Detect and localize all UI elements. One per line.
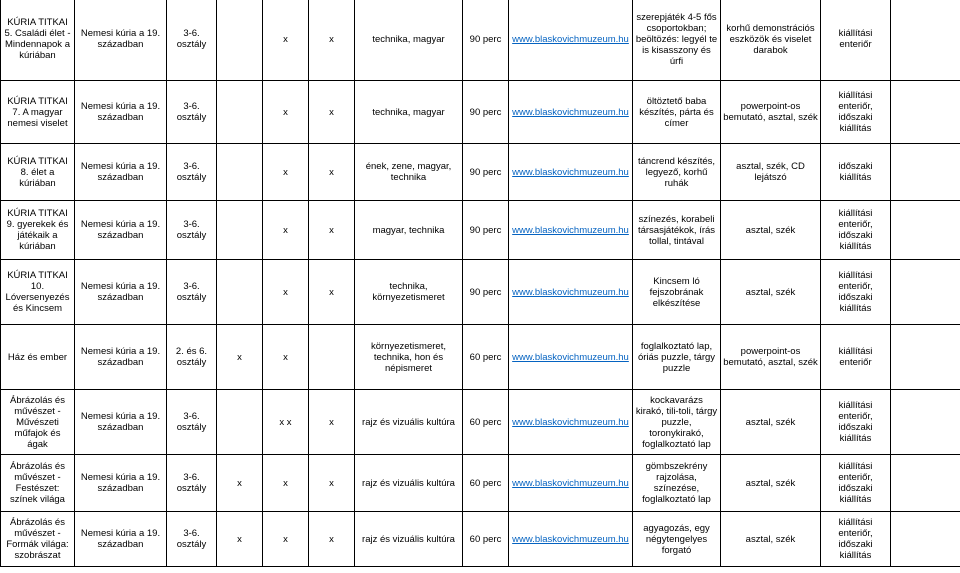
activity-cell: gömbszekrény rajzolása, színezése, foglalkoztató lap — [633, 455, 721, 512]
website-link[interactable]: www.blaskovichmuzeum.hu — [509, 260, 633, 325]
duration-cell: 60 perc — [463, 512, 509, 567]
empty-cell — [891, 260, 960, 325]
empty-cell — [891, 512, 960, 567]
duration-cell: 90 perc — [463, 201, 509, 260]
website-link[interactable]: www.blaskovichmuzeum.hu — [509, 512, 633, 567]
grade-cell: 3-6. osztály — [167, 512, 217, 567]
venue-cell: kiállítási enteriőr, időszaki kiállítás — [821, 81, 891, 144]
duration-cell: 60 perc — [463, 390, 509, 455]
subjects-cell: magyar, technika — [355, 201, 463, 260]
website-link[interactable]: www.blaskovichmuzeum.hu — [509, 390, 633, 455]
table-row — [1, 512, 960, 567]
mark-cell-2: x — [263, 81, 309, 144]
location-cell: Nemesi kúria a 19. században — [75, 81, 167, 144]
mark-cell-3: x — [309, 455, 355, 512]
tools-cell: powerpoint-os bemutató, asztal, szék — [721, 81, 821, 144]
activity-cell: foglalkoztató lap, óriás puzzle, tárgy puzzle — [633, 325, 721, 390]
mark-cell-1 — [217, 201, 263, 260]
subjects-cell: technika, magyar — [355, 0, 463, 81]
duration-cell: 90 perc — [463, 260, 509, 325]
website-link[interactable]: www.blaskovichmuzeum.hu — [509, 325, 633, 390]
mark-cell-1: x — [217, 455, 263, 512]
empty-cell — [891, 201, 960, 260]
table-body — [1, 0, 960, 567]
empty-cell — [891, 81, 960, 144]
tools-cell: asztal, szék, CD lejátszó — [721, 144, 821, 201]
tools-cell: asztal, szék — [721, 455, 821, 512]
location-cell: Nemesi kúria a 19. században — [75, 390, 167, 455]
mark-cell-1: x — [217, 512, 263, 567]
mark-cell-1 — [217, 144, 263, 201]
mark-cell-2: x — [263, 144, 309, 201]
program-title-cell: KÚRIA TITKAI 7. A magyar nemesi viselet — [1, 81, 75, 144]
location-cell: Nemesi kúria a 19. században — [75, 201, 167, 260]
table-row — [1, 81, 960, 144]
duration-cell: 90 perc — [463, 144, 509, 201]
mark-cell-1 — [217, 390, 263, 455]
venue-cell: kiállítási enteriőr, időszaki kiállítás — [821, 512, 891, 567]
location-cell: Nemesi kúria a 19. században — [75, 144, 167, 201]
grade-cell: 3-6. osztály — [167, 0, 217, 81]
venue-cell: kiállítási enteriőr — [821, 325, 891, 390]
duration-cell: 60 perc — [463, 325, 509, 390]
tools-cell: asztal, szék — [721, 512, 821, 567]
grade-cell: 3-6. osztály — [167, 81, 217, 144]
table-row — [1, 144, 960, 201]
duration-cell: 90 perc — [463, 0, 509, 81]
table-row — [1, 0, 960, 81]
venue-cell: kiállítási enteriőr — [821, 0, 891, 81]
table-row — [1, 455, 960, 512]
mark-cell-2: x — [263, 455, 309, 512]
mark-cell-1 — [217, 0, 263, 81]
empty-cell — [891, 455, 960, 512]
location-cell: Nemesi kúria a 19. században — [75, 0, 167, 81]
mark-cell-1 — [217, 260, 263, 325]
activity-cell: szerepjáték 4-5 fős csoportokban; beöltözés: legyél te is kisasszony és úrfi — [633, 0, 721, 81]
program-title-cell: KÚRIA TITKAI 9. gyerekek és játékaik a kúriában — [1, 201, 75, 260]
website-link[interactable]: www.blaskovichmuzeum.hu — [509, 0, 633, 81]
venue-cell: kiállítási enteriőr, időszaki kiállítás — [821, 455, 891, 512]
mark-cell-2: x — [263, 512, 309, 567]
mark-cell-3: x — [309, 144, 355, 201]
program-title-cell: Ház és ember — [1, 325, 75, 390]
tools-cell: asztal, szék — [721, 390, 821, 455]
activity-cell: táncrend készítés, legyező, korhű ruhák — [633, 144, 721, 201]
mark-cell-3: x — [309, 201, 355, 260]
activity-cell: Kincsem ló fejszobrának elkészítése — [633, 260, 721, 325]
grade-cell: 3-6. osztály — [167, 455, 217, 512]
table-row — [1, 201, 960, 260]
mark-cell-3: x — [309, 81, 355, 144]
mark-cell-1: x — [217, 325, 263, 390]
subjects-cell: ének, zene, magyar, technika — [355, 144, 463, 201]
program-title-cell: KÚRIA TITKAI 5. Családi élet - Mindennapok a kúriában — [1, 0, 75, 81]
website-link[interactable]: www.blaskovichmuzeum.hu — [509, 455, 633, 512]
program-title-cell: Ábrázolás és művészet - Művészeti műfajok és ágak — [1, 390, 75, 455]
activity-cell: öltöztető baba készítés, párta és címer — [633, 81, 721, 144]
subjects-cell: rajz és vizuális kultúra — [355, 390, 463, 455]
mark-cell-3 — [309, 325, 355, 390]
empty-cell — [891, 390, 960, 455]
venue-cell: időszaki kiállítás — [821, 144, 891, 201]
duration-cell: 60 perc — [463, 455, 509, 512]
mark-cell-2: x — [263, 325, 309, 390]
location-cell: Nemesi kúria a 19. században — [75, 512, 167, 567]
mark-cell-3: x — [309, 260, 355, 325]
tools-cell: powerpoint-os bemutató, asztal, szék — [721, 325, 821, 390]
mark-cell-3: x — [309, 390, 355, 455]
program-title-cell: KÚRIA TITKAI 8. élet a kúriában — [1, 144, 75, 201]
activity-cell: agyagozás, egy négytengelyes forgató — [633, 512, 721, 567]
grade-cell: 3-6. osztály — [167, 260, 217, 325]
program-title-cell: Ábrázolás és művészet - Formák világa: szobrászat — [1, 512, 75, 567]
venue-cell: kiállítási enteriőr, időszaki kiállítás — [821, 260, 891, 325]
table-row — [1, 390, 960, 455]
mark-cell-3: x — [309, 0, 355, 81]
subjects-cell: technika, magyar — [355, 81, 463, 144]
grade-cell: 3-6. osztály — [167, 390, 217, 455]
empty-cell — [891, 0, 960, 81]
activity-cell: kockavarázs kirakó, tili-toli, tárgy puzzle, toronykirakó, foglalkoztató lap — [633, 390, 721, 455]
grade-cell: 3-6. osztály — [167, 144, 217, 201]
duration-cell: 90 perc — [463, 81, 509, 144]
table-row — [1, 325, 960, 390]
tools-cell: korhű demonstrációs eszközök és viselet darabok — [721, 0, 821, 81]
grade-cell: 3-6. osztály — [167, 201, 217, 260]
tools-cell: asztal, szék — [721, 260, 821, 325]
mark-cell-2: x — [263, 260, 309, 325]
table-row — [1, 260, 960, 325]
grade-cell: 2. és 6. osztály — [167, 325, 217, 390]
venue-cell: kiállítási enteriőr, időszaki kiállítás — [821, 390, 891, 455]
activity-cell: színezés, korabeli társasjátékok, írás tollal, tintával — [633, 201, 721, 260]
subjects-cell: rajz és vizuális kultúra — [355, 512, 463, 567]
mark-cell-1 — [217, 81, 263, 144]
mark-cell-2: x — [263, 0, 309, 81]
subjects-cell: rajz és vizuális kultúra — [355, 455, 463, 512]
location-cell: Nemesi kúria a 19. században — [75, 325, 167, 390]
tools-cell: asztal, szék — [721, 201, 821, 260]
program-title-cell: Ábrázolás és művészet - Festészet: színek világa — [1, 455, 75, 512]
subjects-cell: környezetismeret, technika, hon és népismeret — [355, 325, 463, 390]
empty-cell — [891, 325, 960, 390]
mark-cell-2: x — [263, 201, 309, 260]
empty-cell — [891, 144, 960, 201]
program-title-cell: KÚRIA TITKAI 10. Lóversenyezés és Kincsem — [1, 260, 75, 325]
subjects-cell: technika, környezetismeret — [355, 260, 463, 325]
website-link[interactable]: www.blaskovichmuzeum.hu — [509, 81, 633, 144]
mark-cell-2: x x — [263, 390, 309, 455]
mark-cell-3: x — [309, 512, 355, 567]
venue-cell: kiállítási enteriőr, időszaki kiállítás — [821, 201, 891, 260]
location-cell: Nemesi kúria a 19. században — [75, 260, 167, 325]
website-link[interactable]: www.blaskovichmuzeum.hu — [509, 201, 633, 260]
location-cell: Nemesi kúria a 19. században — [75, 455, 167, 512]
website-link[interactable]: www.blaskovichmuzeum.hu — [509, 144, 633, 201]
